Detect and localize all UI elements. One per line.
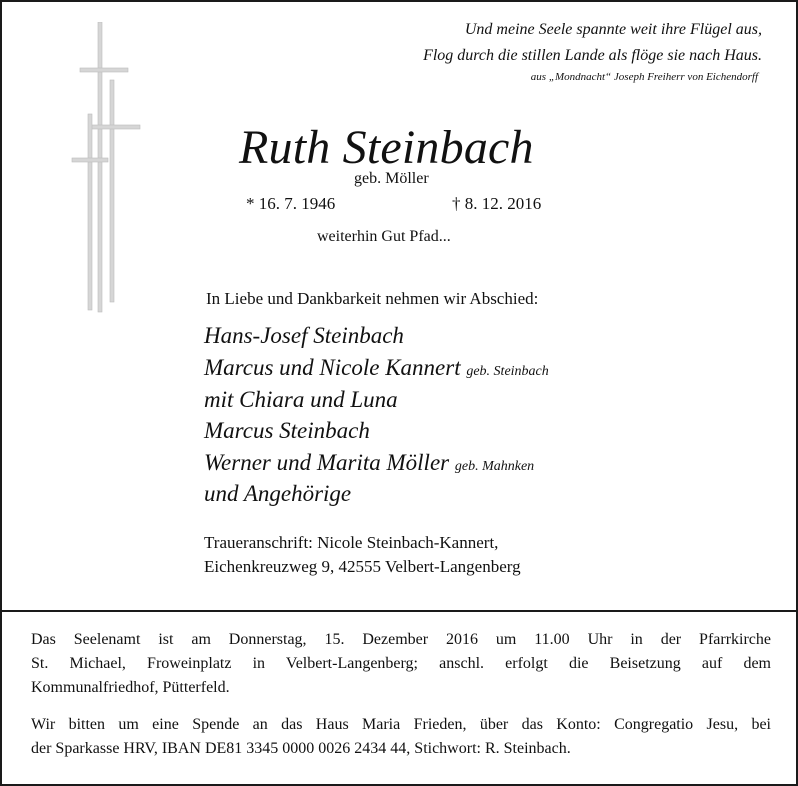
service-line-1: Das Seelenamt ist am Donnerstag, 15. Dezember 2016 um 11.00 Uhr in der Pfarrkirche xyxy=(31,631,771,648)
mourner-nee: geb. Steinbach xyxy=(466,364,549,379)
cross-icon xyxy=(68,22,148,314)
mourner-line xyxy=(204,386,398,414)
service-paragraph xyxy=(31,628,771,700)
divider xyxy=(2,610,796,612)
mourner-line xyxy=(204,480,351,508)
poem-line-2: Flog durch die stillen Lande als flöge sie nach Haus. xyxy=(423,47,762,64)
mourner-name: Werner und Marita Möller xyxy=(204,450,450,475)
service-line-3: Kommunalfriedhof, Pütterfeld. xyxy=(31,679,230,696)
deceased-name: Ruth Steinbach xyxy=(239,121,534,174)
address-line-1: Traueranschrift: Nicole Steinbach-Kannert, xyxy=(204,533,499,552)
mourner-name: Marcus und Nicole Kannert xyxy=(204,355,461,380)
mourner-line xyxy=(204,354,549,386)
donation-line-1: Wir bitten um eine Spende an das Haus Maria Frieden, über das Konto: Congregatio Jesu, bei xyxy=(31,716,771,733)
service-line-2: St. Michael, Froweinplatz in Velbert-Langenberg; anschl. erfolgt die Beisetzung auf dem xyxy=(31,655,771,672)
address-line-2: Eichenkreuzweg 9, 42555 Velbert-Langenberg xyxy=(204,557,521,576)
death-date: † 8. 12. 2016 xyxy=(452,194,542,213)
intro-text: In Liebe und Dankbarkeit nehmen wir Abschied: xyxy=(206,289,539,308)
poem-source: aus „Mondnacht“ Joseph Freiherr von Eichendorff xyxy=(530,71,758,83)
mourner-line xyxy=(204,322,404,350)
mourner-name: mit Chiara und Luna xyxy=(204,387,398,412)
birth-date: * 16. 7. 1946 xyxy=(246,194,336,213)
farewell-text: weiterhin Gut Pfad... xyxy=(317,228,451,245)
poem-line-1: Und meine Seele spannte weit ihre Flügel aus, xyxy=(464,21,762,38)
mourner-line xyxy=(204,449,534,481)
mourner-nee: geb. Mahnken xyxy=(454,459,535,474)
donation-line-2: der Sparkasse HRV, IBAN DE81 3345 0000 0026 2434 44, Stichwort: R. Steinbach. xyxy=(31,740,571,757)
mourner-line xyxy=(204,417,370,445)
mourner-name: und Angehörige xyxy=(204,481,352,506)
donation-paragraph xyxy=(31,713,771,761)
mourner-name: Hans-Josef Steinbach xyxy=(204,323,404,348)
birth-name: geb. Möller xyxy=(354,170,429,187)
mourner-name: Marcus Steinbach xyxy=(204,418,370,443)
